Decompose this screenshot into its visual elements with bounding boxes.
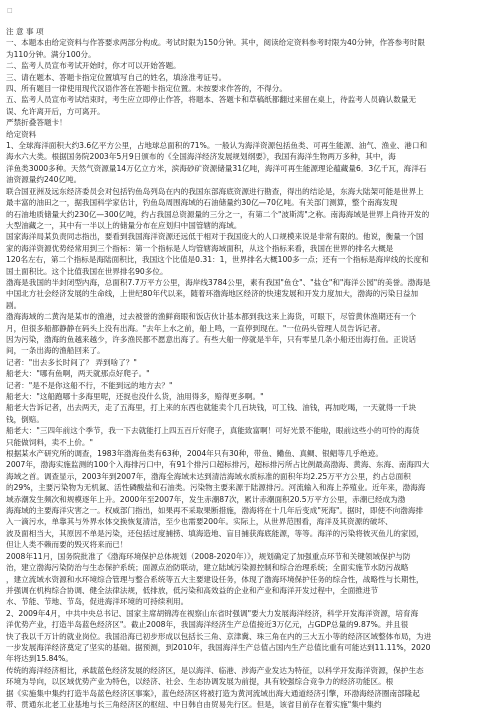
text-line: 油资源量约240亿吨。 (6, 175, 82, 185)
text-line: 三、请在题本、答题卡指定位置填写自己的姓名，填涂准考证号。 (6, 72, 227, 82)
text-line: 最丰富的油田之一，据我国科学家估计，钓鱼岛周围海域的石油储量约30亿—70亿吨。有关部门测算，整个南海发现 (6, 198, 398, 208)
text-line: 船老大："这船跑哪十多海里呢，还捉也没什么货，油用得多，赔得更多啊。" (6, 392, 264, 401)
text-line: 但让人类不赖而要的毁灭将来而已！ (6, 540, 128, 550)
text-line: 洋鱼类3000多种。天然气资源量14万亿立方米，滨海砂矿资源储量31亿吨，海洋可再生能源理论蕴藏量6．3亿千瓦，海洋石 (6, 163, 427, 173)
text-line: 据《实施集中集约打造半岛蓝色经济区事案》，蓝色经济区将被打造为黄河流域出海大通道经济引擎，环渤海经济圈南部隆起 (6, 688, 420, 698)
text-line: 根据某水产研究所的调查，1983年渤海鱼类有63种，2004年只有30种，带鱼、鳓鱼、真鲷、银鲳等几乎绝迹。 (6, 449, 383, 459)
text-line: 月，但很多船都静静在码头上没有出海。"去年上水之前，船上鸣，一直停到现在。"一位码头管理人员告诉记者。 (6, 323, 386, 333)
text-line: 钱，倒赔。 (6, 414, 44, 424)
text-line: 的石油地质储量大约230亿—300亿吨，约占我国总资源量的三分之一，有第二个"波斯湾"之称。南海海域是世界上尚待开发的 (6, 209, 430, 219)
text-line: 域赤潮发生频次和规模逐年上升。2000年至2007年，发生赤潮87次，累计赤潮面积20.5万平方公里，赤潮已经成为渤 (6, 494, 406, 504)
text-line: 五、监考人员宣布考试结束时，考生应立即停止作答，将题本、答题卡和草稿纸都翻过来留在桌上，待监考人员确认数量无 (6, 95, 417, 105)
text-line: 带、贯通东北老工业基地与长三角经济区的枢纽、中日韩自由贸易先行区。但是，该省目前存在着实施"集中集约 (6, 699, 382, 709)
text-line: 间，一条出海的渔船回来了。 (6, 346, 105, 356)
text-line: 误、允许离开后，方可离开。 (6, 106, 105, 116)
text-line: 记者："是不是你这船不行，不能到远的地方去？" (6, 380, 173, 390)
document-body (6, 26, 498, 710)
text-line: 国土面积比。这个比值我国在世界排名90多位。 (6, 266, 168, 276)
text-line: 注 意 事 项 (6, 27, 44, 36)
text-line: 渤海海域的二黄沟是某市的渔港，过去被誉的渔鲜商眼和饭店伙计基本都到我这来上海货，可眼下，尽管黄休渔期还有一个 (6, 312, 417, 322)
text-line: 剧。 (6, 300, 22, 310)
text-line: 并强调在机构综合协调、健全法律法规，低排放，低污染和高效益的企业和产业和海洋开发过程中，全面推进节 (6, 585, 379, 595)
text-line: 海域之首。调查显示，2003年到2007年，渤海全海域未达到清洁海域水质标准的面积年均2.25万平方公里，约占总面积 (6, 471, 411, 481)
text-line: 船老大告诉记者，出去两天，走了五海里，打上来的东西也就能卖个几百块钱，可工钱、油钱，再加吃喝，一天就得一千块 (6, 403, 417, 413)
text-line: 2008年11月，国务院批准了《渤海环境保护总体规划（2008-2020年）》，规划确定了加强重点环节和关键领域保护与防 (6, 551, 411, 561)
text-line: 家的海洋资源优势经常用到三个指标：第一个指标是人均管辖海域面积，从这个指标来看，我国在世界的排名大概是 (6, 243, 394, 253)
text-line: 120名左右，第二个指标是海陆面积比，我国这个比值是0.31：1，世界排名大概100多一点；还有一个指标是海岸线的长度和 (6, 255, 429, 265)
text-line: 入一滴污水，单靠其与外界水体交换恢复清洁，至少也需要200年。实际上，从世界范围看，海洋及其资源的破坏、 (6, 517, 393, 527)
text-line: 海水六大类。根据国务院2003年5月9日颁布的《全国海洋经济发展规划纲要》，我国有海洋生物两万多种，其中，海 (6, 152, 396, 162)
text-line: 因为污染，渤海的鱼越来越少，许多渔民都不愿意出海了。有些大船一停就是半年，只有零星几条小船还出海打鱼。正说话 (6, 334, 417, 344)
text-line: 治，建立渤海污染防治与生态保护系统；面源点治防联动，建立陆域污染源控制和综合治理系统；全面实施节水防污战略 (6, 563, 409, 573)
text-line: 给定资料 (6, 129, 37, 139)
text-line: 2007年，渤海实施监测的100个入海排污口中，有91个排污口超标排污，超标排污所占比例最高渤海、黄海、东海、南海四大 (6, 460, 430, 470)
text-line: 二、监考人员宣布考试开始时，你才可以开始答题。 (6, 61, 181, 71)
text-line: 船老大："三四年前这个季节，我一下去就能打上四五百斤好爬子，真能致富啊！可好光景不能啦，眼前这些小的可怜的海货 (6, 426, 420, 436)
text-line: 快了我以千万计的就业岗位。我国沿海已初步形成以包括长三角、京津冀、珠三角在内的三大五小等的经济区域整体布局，为进 (6, 631, 432, 641)
text-line: ，建立流域水资源和水环境综合管理与整合系统等五大主要建设任务，体现了渤海环境保护任务的综合性，战略性与长期性， (6, 574, 424, 584)
text-line: 国家海洋局某负责同志指出，要看到我国海洋资源还远低于相对于我国庞大的人口规模来说是非常有限的。他说，衡量一个国 (6, 232, 424, 242)
text-line: 海海域的主要海洋灾害之一。权威部门指出，如果再不采取果断措施，渤海将在十几年后变成"死海"。据时，即使不向渤海排 (6, 506, 424, 516)
text-line: 传统的海洋经济相比，承载蓝色经济发展的经济区，是以海洋、临港、涉海产业发达为特征，以科学开发海洋资源，保护生态 (6, 665, 424, 675)
text-line: 1、全球海洋面积大约3.6亿平方公里，占地球总面积的71%。一般认为海洋资源包括鱼类、可再生能源、油气、渔业、港口和 (6, 141, 428, 151)
text-line: 环境为导向，以区域优势产业为特色，以经济、社会、生态协调发展为前提，具有较强综合竞争力的经济功能区。根 (6, 677, 394, 687)
text-line: 一步发展海洋经济奠定了坚实的基础。据预测，到2010年，我国海洋生产总值占国内生产总值比重有可能达到11.11%，2020 (6, 642, 431, 652)
text-line: 只能做饲料，卖不上价。" (6, 437, 94, 447)
text-line: 年将达到15.84%。 (6, 654, 73, 664)
text-line: 洋优势产业，打造半岛蓝色经济区"。截止2008年，我国海洋经济生产总值接近3万亿元，占GDP总量的9.87%。并且很 (6, 620, 409, 630)
text-line: 波及面相当大，其原因不单是污染，还包括过度捕捞、填海造地、盲目捕获海底能源，等等。海洋的污染将彼灭鱼儿的家园， (6, 528, 424, 538)
text-line: 2、2009年4月，中共中央总书记、国家主席胡锦涛在视察山东省时强调"要大力发展海洋经济，科学开发海洋资源，培育海 (6, 608, 419, 618)
text-line: 一、本题本由给定资料与作答要求两部分构成。考试时限为150分钟。其中，阅读给定资料参考时限为40分钟，作答参考时限 (6, 38, 426, 48)
text-line: 严禁折叠答题卡！ (6, 118, 67, 128)
text-line: 记者："出去多长时间了？ 弄到啥了？" (6, 357, 137, 367)
text-line: 船老大："哪有鱼啊，两天就那点好爬子。" (6, 369, 150, 379)
page-corner-mark: □ (7, 7, 13, 14)
text-line: 四、所有题目一律使用现代汉语作答在答题卡指定位置。未按要求作答的，不得分。 (6, 84, 287, 94)
text-line: 联合国亚洲及远东经济委员会对包括钓鱼岛列岛在内的我国东部海底资源进行勘查，得出的结论是，东海大陆架可能是世界上 (6, 186, 424, 196)
text-line: 的29%，主要污染物为无机氮、活性磷酸盐和石油类。污染物主要来源于陆源排污。河流输入和海上养殖业。近年来，渤海海 (6, 483, 426, 493)
text-line: 渤海是我国的半封闭型内海，总面积7.7万平方公里，海岸线3784公里，素有我国"鱼仓"、"盐仓"和"海洋公园"的美誉。渤海是 (6, 277, 431, 287)
text-line: 为110分钟。满分100分。 (6, 49, 96, 59)
text-line: 大型油藏之一，其中有一半以上的储量分布在应划归中国管辖的海域。 (6, 220, 242, 230)
text-line: 中国北方社会经济发展的生命线，上世纪80年代以来，随着环渤海地区经济的快速发展和开发力度加大，渤海的污染日益加 (6, 289, 419, 299)
text-line: 水、节能、节地、节岛，促进海洋环境的可持续利用。 (6, 597, 189, 607)
